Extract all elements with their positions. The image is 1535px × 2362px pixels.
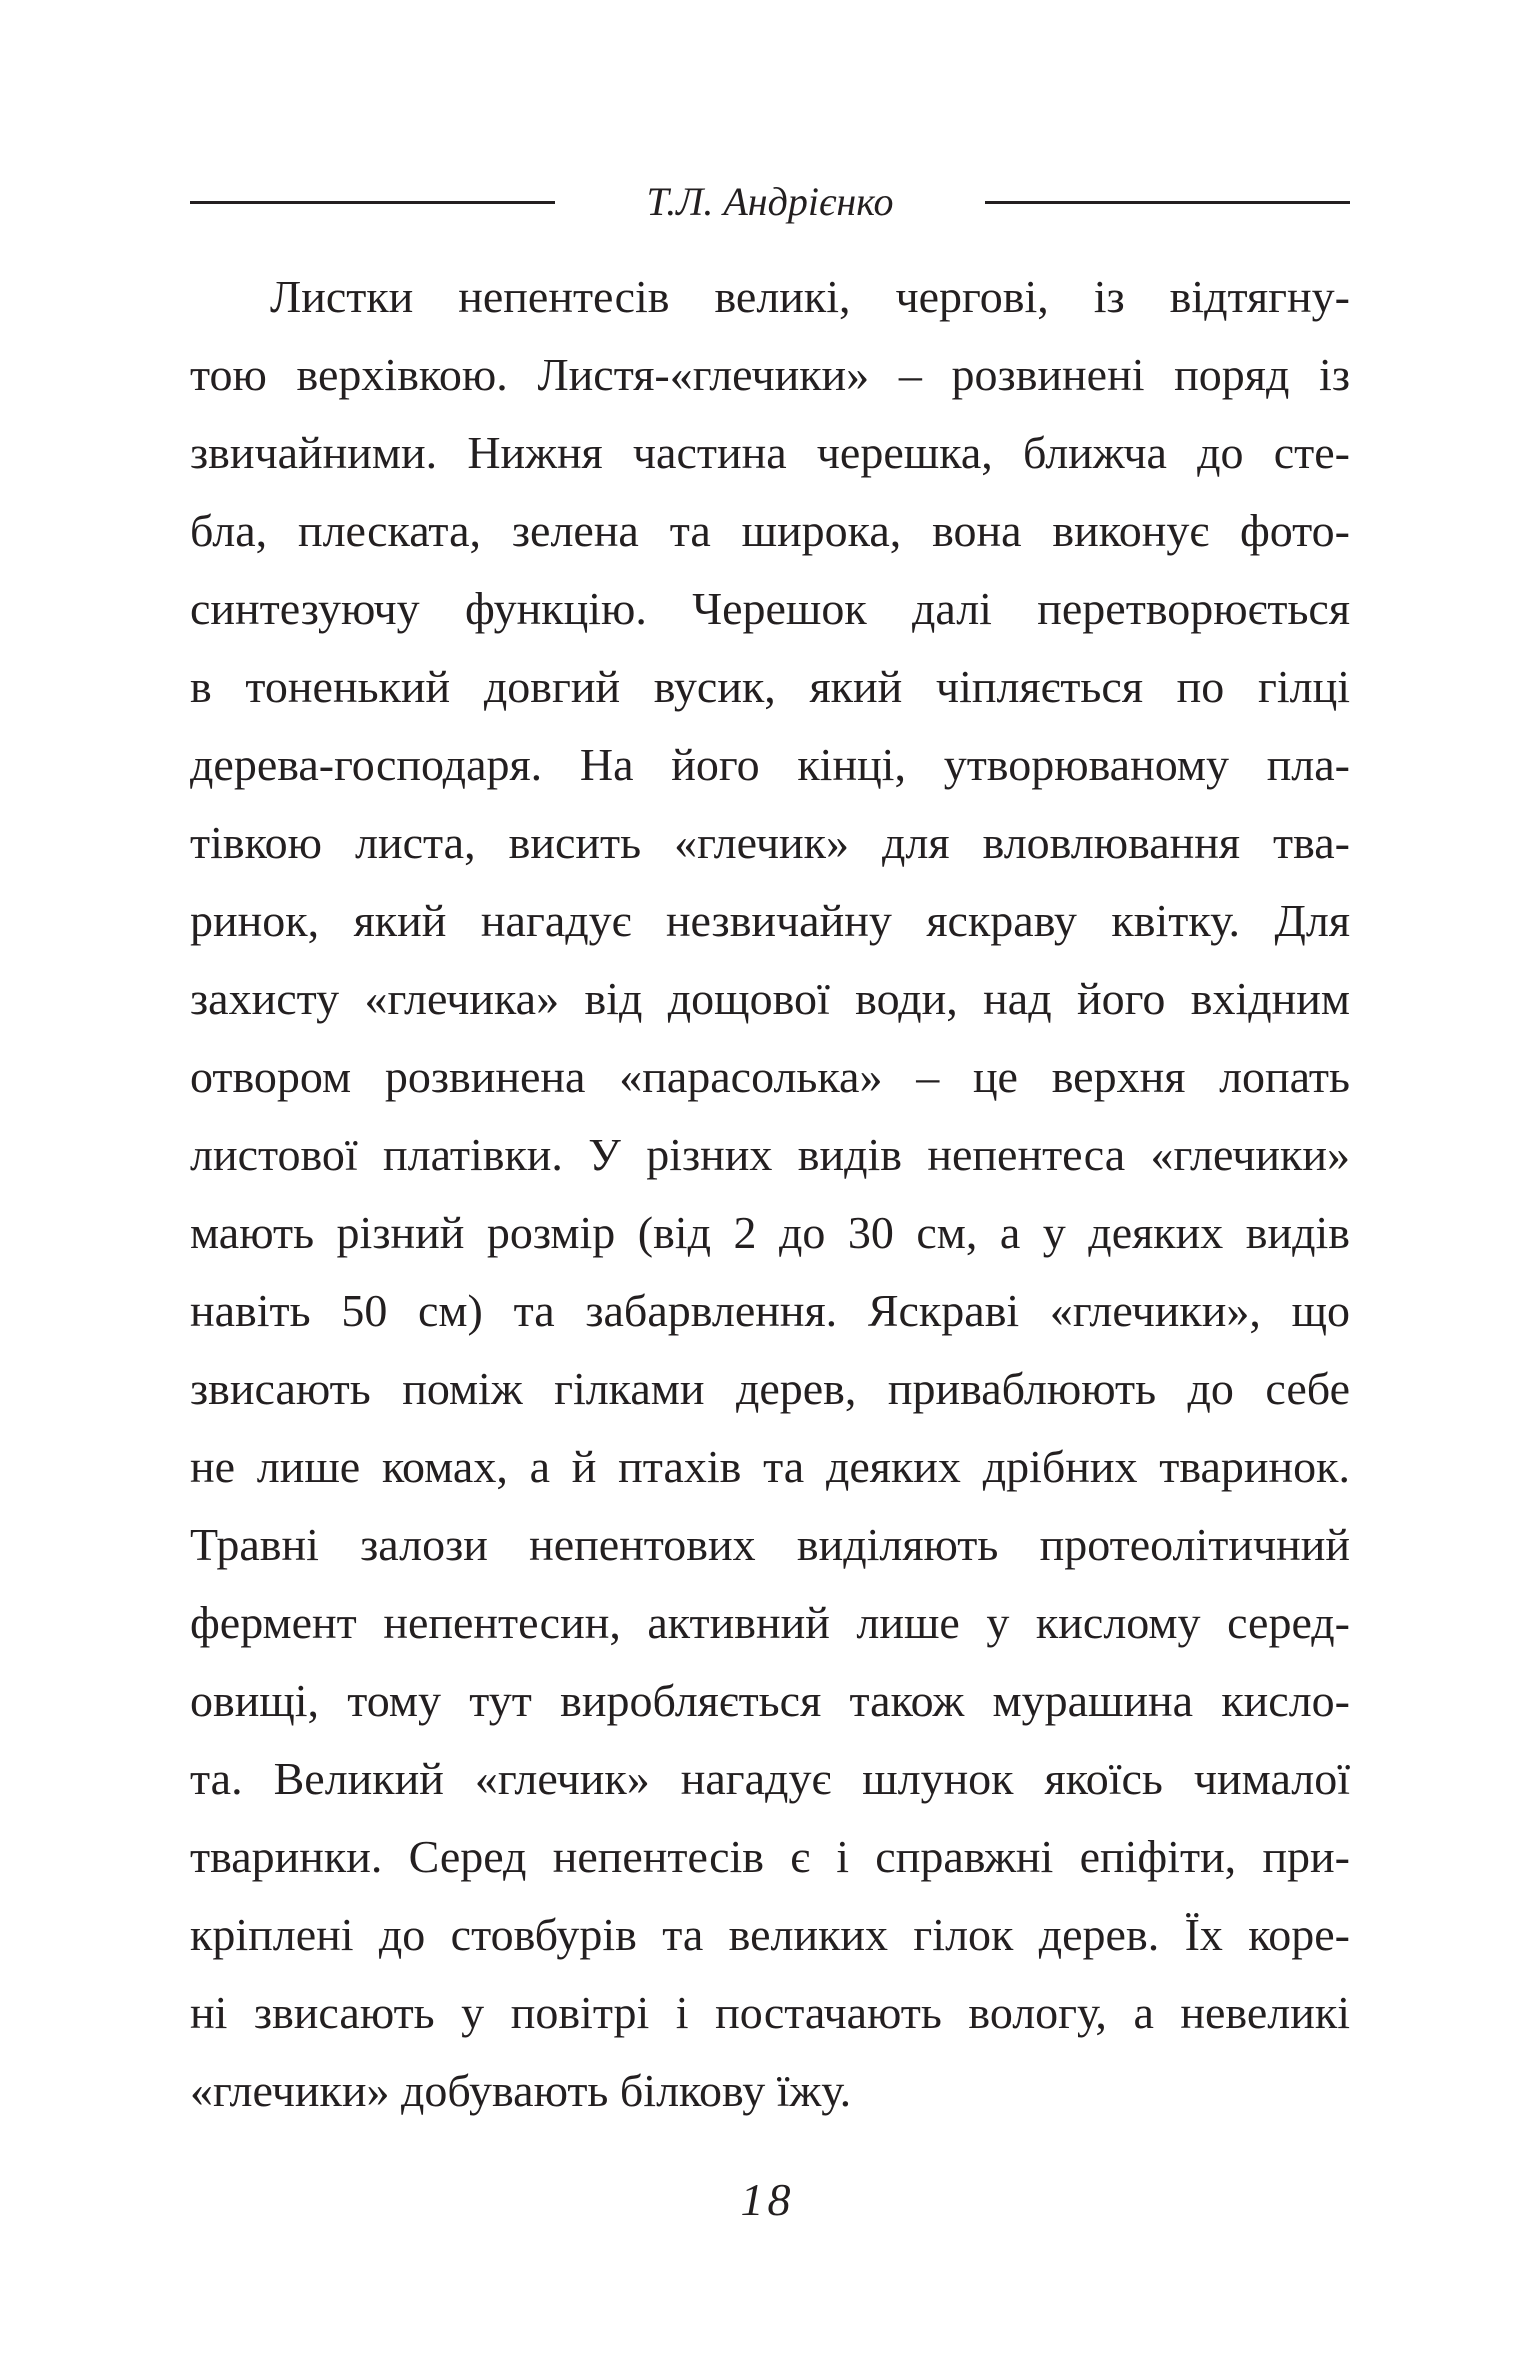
header-author: Т.Л. Андрієнко: [646, 179, 894, 224]
text-line: звисають поміж гілками дерев, приваблюють до себе: [190, 1363, 1350, 1414]
header-rule-left: [190, 201, 555, 204]
text-line: мають різний розмір (від 2 до 30 см, а у деяких видів: [190, 1207, 1350, 1258]
text-line: листової платівки. У різних видів непентеса «глечики»: [190, 1129, 1350, 1180]
running-header: [190, 172, 1350, 232]
text-line: тою верхівкою. Листя-«глечики» – розвинені поряд із: [190, 349, 1350, 400]
text-line: дерева-господаря. На його кінці, утворюваному пла-: [190, 739, 1350, 790]
header-rule-right: [985, 201, 1350, 204]
text-line: захисту «глечика» від дощової води, над його вхідним: [190, 973, 1350, 1024]
text-line: ні звисають у повітрі і постачають вологу, а невеликі: [190, 1987, 1350, 2038]
text-line: отвором розвинена «парасолька» – це верхня лопать: [190, 1051, 1350, 1102]
text-line: синтезуючу функцію. Черешок далі перетворюється: [190, 583, 1350, 634]
text-line: не лише комах, а й птахів та деяких дрібних тваринок.: [190, 1441, 1350, 1492]
text-line: тівкою листа, висить «глечик» для вловлювання тва-: [190, 817, 1350, 868]
text-line: Травні залози непентових виділяють протеолітичний: [190, 1519, 1350, 1570]
text-line: в тоненький довгий вусик, який чіпляється по гілці: [190, 661, 1350, 712]
text-line: ринок, який нагадує незвичайну яскраву квітку. Для: [190, 895, 1350, 946]
page-number: 18: [740, 2174, 795, 2225]
text-line: овищі, тому тут виробляється також мурашина кисло-: [190, 1675, 1350, 1726]
text-line: та. Великий «глечик» нагадує шлунок якоїсь чималої: [190, 1753, 1350, 1804]
body-paragraph: [190, 258, 1350, 2130]
text-line: «глечики» добувають білкову їжу.: [190, 2065, 852, 2116]
text-line: Листки непентесів великі, чергові, із відтягну-: [270, 271, 1350, 322]
text-line: кріплені до стовбурів та великих гілок дерев. Їх коре-: [190, 1909, 1350, 1960]
text-line: звичайними. Нижня частина черешка, ближча до сте-: [190, 427, 1350, 478]
text-line: бла, плеската, зелена та широка, вона виконує фото-: [190, 505, 1350, 556]
text-line: тваринки. Серед непентесів є і справжні епіфіти, при-: [190, 1831, 1350, 1882]
text-line: фермент непентесин, активний лише у кислому серед-: [190, 1597, 1350, 1648]
text-line: навіть 50 см) та забарвлення. Яскраві «глечики», що: [190, 1285, 1350, 1336]
